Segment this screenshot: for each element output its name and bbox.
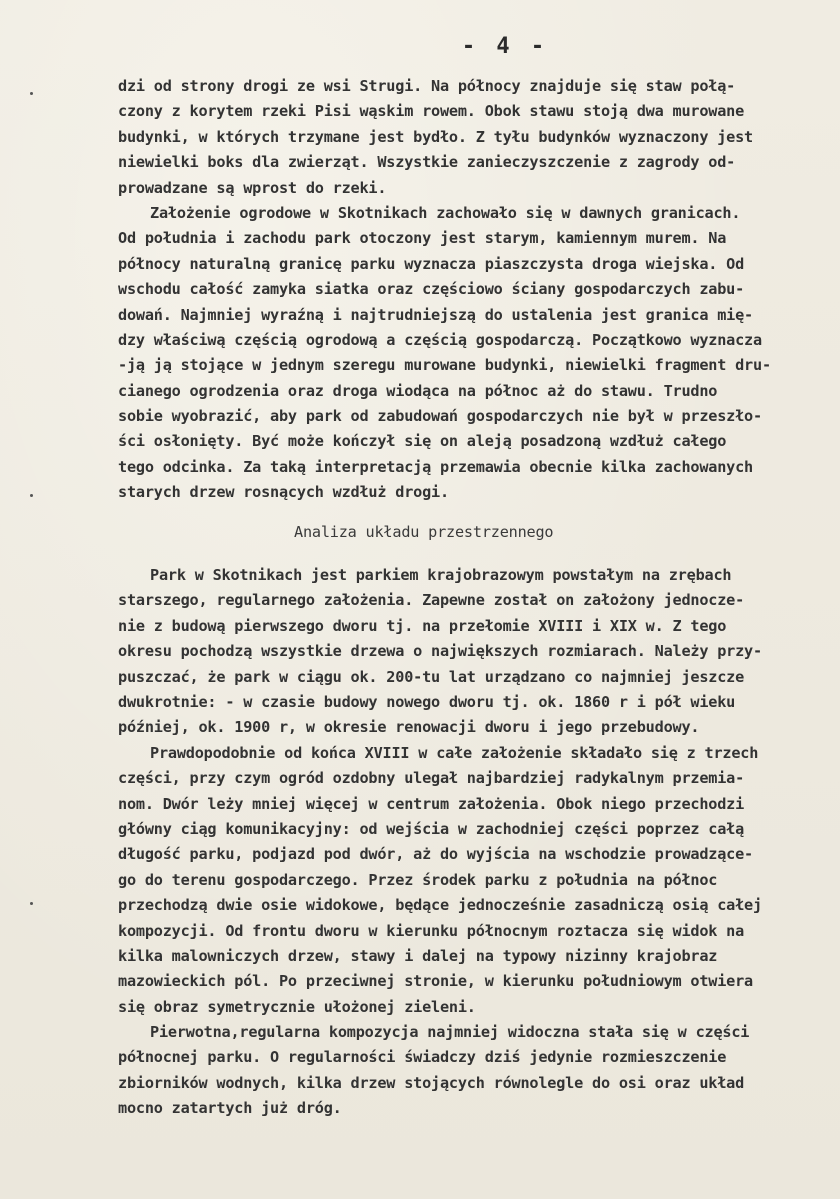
paragraph-5 — [118, 1020, 833, 1122]
text-line: nom. Dwór leży mniej więcej w centrum założenia. Obok niego przechodzi — [118, 794, 745, 813]
margin-dot — [30, 902, 33, 905]
text-line: cianego ogrodzenia oraz droga wiodąca na północ aż do stawu. Trudno — [118, 381, 718, 400]
text-line: kilka malowniczych drzew, stawy i dalej na typowy nizinny krajobraz — [118, 946, 718, 965]
text-line: tego odcinka. Za taką interpretacją przemawia obecnie kilka zachowanych — [118, 457, 753, 476]
text-line: -ją ją stojące w jednym szeregu murowane budynki, niewielki fragment dru- — [118, 356, 771, 375]
document-body — [118, 74, 833, 1122]
text-line: dzi od strony drogi ze wsi Strugi. Na północy znajduje się staw połą- — [118, 77, 736, 95]
text-line: kompozycji. Od frontu dworu w kierunku północnym roztacza się widok na — [118, 921, 745, 940]
margin-dot — [30, 92, 33, 95]
text-line: części, przy czym ogród ozdobny ulegał najbardziej radykalnym przemia- — [118, 769, 745, 788]
text-line: sobie wyobrazić, aby park od zabudowań gospodarczych nie był w przeszło- — [118, 407, 762, 426]
text-line: Pierwotna,regularna kompozycja najmniej widoczna stała się w części — [150, 1023, 750, 1042]
text-line: główny ciąg komunikacyjny: od wejścia w zachodniej części poprzez całą — [118, 819, 745, 838]
text-line: budynki, w których trzymane jest bydło. Z tyłu budynków wyznaczony jest — [118, 127, 753, 146]
text-line: Od południa i zachodu park otoczony jest starym, kamiennym murem. Na — [118, 229, 727, 248]
text-line: dzy właściwą częścią ogrodową a częścią gospodarczą. Początkowo wyznacza — [118, 330, 762, 349]
text-line: prowadzane są wprost do rzeki. — [118, 178, 387, 197]
text-line: Park w Skotnikach jest parkiem krajobrazowym powstałym na zrębach — [150, 566, 732, 585]
text-line: dwukrotnie: - w czasie budowy nowego dworu tj. ok. 1860 r i pół wieku — [118, 692, 736, 711]
text-line: okresu pochodzą wszystkie drzewa o największych rozmiarach. Należy przy- — [118, 642, 762, 661]
text-line: nie z budową pierwszego dworu tj. na przełomie XVIII i XIX w. Z tego — [118, 616, 727, 635]
text-line: starszego, regularnego założenia. Zapewne został on założony jednocze- — [118, 591, 745, 610]
text-line: Założenie ogrodowe w Skotnikach zachowało się w dawnych granicach. — [150, 203, 741, 222]
text-line: długość parku, podjazd pod dwór, aż do wyjścia na wschodzie prowadzące- — [118, 845, 753, 864]
text-line: niewielki boks dla zwierząt. Wszystkie zanieczyszczenie z zagrody od- — [118, 153, 736, 172]
text-line: mocno zatartych już dróg. — [118, 1099, 342, 1118]
text-line: starych drzew rosnących wzdłuż drogi. — [118, 483, 449, 502]
text-line: wschodu całość zamyka siatka oraz częściowo ściany gospodarczych zabu- — [118, 280, 745, 299]
text-line: się obraz symetrycznie ułożonej zieleni. — [118, 997, 476, 1016]
text-line: zbiorników wodnych, kilka drzew stojących równolegle do osi oraz układ — [118, 1073, 745, 1092]
margin-dot — [30, 494, 33, 497]
paragraph-4 — [118, 741, 833, 1020]
paragraph-1 — [118, 74, 833, 201]
paragraph-3 — [118, 563, 833, 741]
text-line: dowań. Najmniej wyraźną i najtrudniejszą do ustalenia jest granica mię- — [118, 305, 753, 324]
section-heading: Analiza układu przestrzennego — [294, 522, 554, 541]
text-line: północy naturalną granicę parku wyznacza piaszczysta droga wiejska. Od — [118, 254, 745, 273]
page-number: - 4 - — [461, 34, 549, 59]
text-line: Prawdopodobnie od końca XVIII w całe założenie składało się z trzech — [150, 743, 759, 762]
paragraph-2 — [118, 201, 833, 506]
text-line: czony z korytem rzeki Pisi wąskim rowem. Obok stawu stoją dwa murowane — [118, 102, 745, 121]
text-line: później, ok. 1900 r, w okresie renowacji dworu i jego przebudowy. — [118, 718, 700, 737]
text-line: północnej parku. O regularności świadczy dziś jedynie rozmieszczenie — [118, 1048, 727, 1067]
text-line: mazowieckich pól. Po przeciwnej stronie, w kierunku południowym otwiera — [118, 972, 753, 991]
text-line: ści osłonięty. Być może kończył się on aleją posadzoną wzdłuż całego — [118, 432, 727, 451]
text-line: puszczać, że park w ciągu ok. 200-tu lat urządzano co najmniej jeszcze — [118, 667, 745, 686]
text-line: go do terenu gospodarczego. Przez środek parku z południa na północ — [118, 870, 718, 889]
text-line: przechodzą dwie osie widokowe, będące jednocześnie zasadniczą osią całej — [118, 896, 762, 915]
